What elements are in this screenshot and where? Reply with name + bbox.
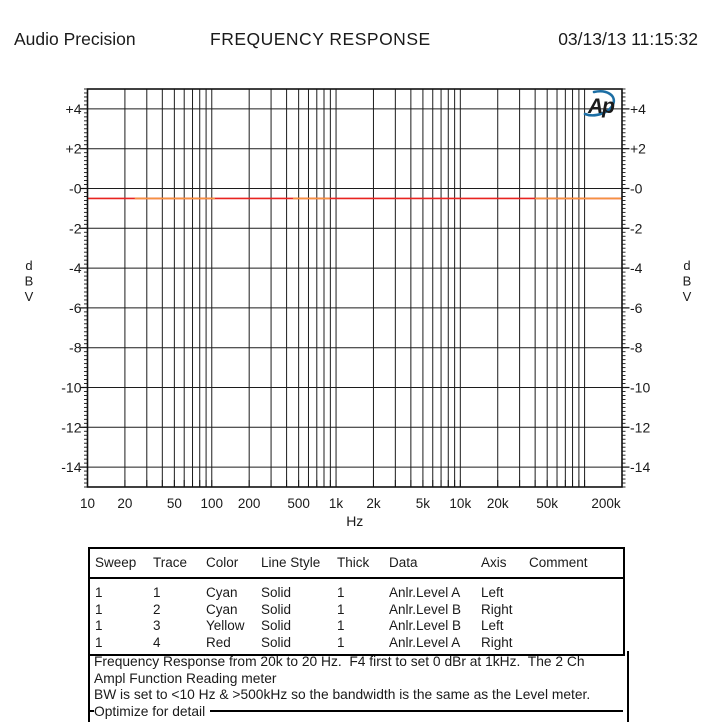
table-cell: Anlr.Level A	[389, 634, 461, 650]
x-tick-label: 100	[200, 496, 224, 511]
table-cell: 1	[95, 601, 103, 617]
y-tick-label: -0	[69, 180, 82, 197]
table-cell: Solid	[261, 618, 292, 634]
x-tick-label: 1k	[328, 496, 344, 511]
table-cell: 1	[337, 585, 345, 600]
x-tick-label: 50k	[536, 496, 559, 511]
timestamp: 03/13/13 11:15:32	[558, 29, 698, 49]
y-axis-unit-char: d	[683, 258, 691, 273]
horizontal-gridlines	[88, 109, 623, 467]
table-cell: Left	[481, 618, 504, 634]
table-cell: Right	[481, 601, 513, 617]
x-tick-label: 500	[287, 496, 310, 511]
y-axis-unit-char: d	[25, 258, 33, 273]
table-cell: 1	[153, 585, 161, 600]
y-tick-label: -6	[630, 299, 643, 316]
table-cell: Yellow	[206, 618, 245, 634]
table-cell: Solid	[261, 585, 292, 600]
comment-line: Frequency Response from 20k to 20 Hz. F4 first to set 0 dBr at 1kHz. The 2 Ch	[94, 654, 585, 669]
y-axis-unit-char: B	[682, 273, 692, 289]
x-tick-label: 10	[79, 496, 96, 511]
y-tick-label: +2	[630, 140, 646, 157]
table-row	[89, 602, 624, 619]
y-tick-label: -14	[630, 459, 651, 476]
col-sweep: Sweep	[89, 548, 148, 578]
table-cell	[524, 602, 624, 619]
y-tick-label: +4	[65, 100, 82, 117]
y-tick-label: -0	[630, 180, 643, 197]
x-tick-label: 200	[237, 496, 261, 511]
table-row	[89, 618, 624, 635]
col-thick: Thick	[332, 548, 384, 578]
y-tick-label: -2	[69, 220, 82, 237]
table-cell: Anlr.Level A	[389, 585, 461, 600]
x-tick-label: 20k	[486, 496, 509, 511]
table-cell: Red	[206, 634, 231, 650]
y-tick-label: -6	[69, 299, 82, 316]
comment-line: Optimize for detail	[94, 704, 210, 721]
y-tick-label: -8	[69, 339, 82, 356]
table-cell: Solid	[261, 601, 292, 617]
y-axis-labels-left	[61, 101, 81, 475]
y-tick-label: -4	[630, 260, 643, 277]
x-tick-label: 10k	[449, 496, 472, 511]
col-comment: Comment	[524, 548, 624, 578]
page-title: FREQUENCY RESPONSE	[210, 29, 431, 49]
y-tick-label: +2	[65, 140, 82, 157]
ap-logo-text: Ap	[588, 95, 614, 118]
table-cell: Cyan	[206, 585, 238, 600]
y-tick-label: -14	[61, 459, 82, 476]
y-axis-unit-left	[25, 258, 34, 304]
comment-line: BW is set to <10 Hz & >500kHz so the bandwidth is the same as the Level meter.	[94, 687, 591, 703]
table-header-row	[89, 548, 624, 578]
y-tick-label: +4	[630, 100, 646, 117]
ap-logo	[585, 91, 615, 118]
table-cell: 1	[95, 618, 103, 634]
y-tick-label: -10	[630, 379, 651, 396]
table-cell: 1	[337, 618, 345, 634]
table-cell: 1	[95, 634, 103, 650]
table-cell: 2	[153, 601, 161, 617]
table-cell: Right	[481, 634, 513, 650]
y-tick-label: -12	[61, 419, 82, 436]
table-cell: Cyan	[206, 601, 238, 617]
table-cell: 1	[337, 601, 345, 617]
y-axis-labels-right	[630, 101, 650, 475]
x-axis-labels	[80, 496, 621, 511]
y-axis-unit-right	[683, 258, 692, 304]
x-axis-unit: Hz	[346, 513, 364, 529]
y-axis-unit-char: B	[24, 273, 34, 289]
col-axis: Axis	[476, 548, 524, 578]
col-color: Color	[201, 548, 256, 578]
comment-line: Ampl Function Reading meter	[94, 670, 277, 686]
table-cell: Left	[481, 585, 504, 600]
table-cell	[524, 618, 624, 635]
y-tick-label: -2	[630, 220, 643, 237]
table-cell: 1	[337, 634, 345, 650]
col-data: Data	[384, 548, 476, 578]
x-tick-label: 50	[166, 496, 182, 511]
y-tick-label: -8	[630, 339, 643, 356]
table-cell: Anlr.Level B	[389, 601, 462, 617]
x-tick-label: 200k	[591, 496, 621, 511]
x-axis-ticks	[88, 480, 623, 487]
y-tick-label: -4	[69, 260, 82, 277]
y-tick-label: -12	[630, 419, 651, 436]
col-trace: Trace	[148, 548, 201, 578]
x-tick-label: 20	[117, 496, 133, 511]
table-cell: 3	[153, 618, 161, 634]
y-axis-unit-char: V	[24, 289, 34, 304]
x-tick-label: 2k	[366, 496, 381, 511]
table-cell: Anlr.Level B	[389, 618, 462, 634]
table-cell: 4	[153, 634, 161, 650]
x-tick-label: 5k	[415, 496, 431, 511]
table-row	[89, 578, 624, 602]
y-tick-label: -10	[61, 379, 82, 396]
col-line-style: Line Style	[256, 548, 332, 578]
table-cell: 1	[95, 585, 103, 600]
table-cell: Solid	[261, 634, 292, 650]
table-cell	[524, 578, 624, 602]
app-name: Audio Precision	[14, 29, 136, 49]
y-axis-unit-char: V	[682, 289, 692, 304]
trace-legend-table	[88, 547, 625, 656]
